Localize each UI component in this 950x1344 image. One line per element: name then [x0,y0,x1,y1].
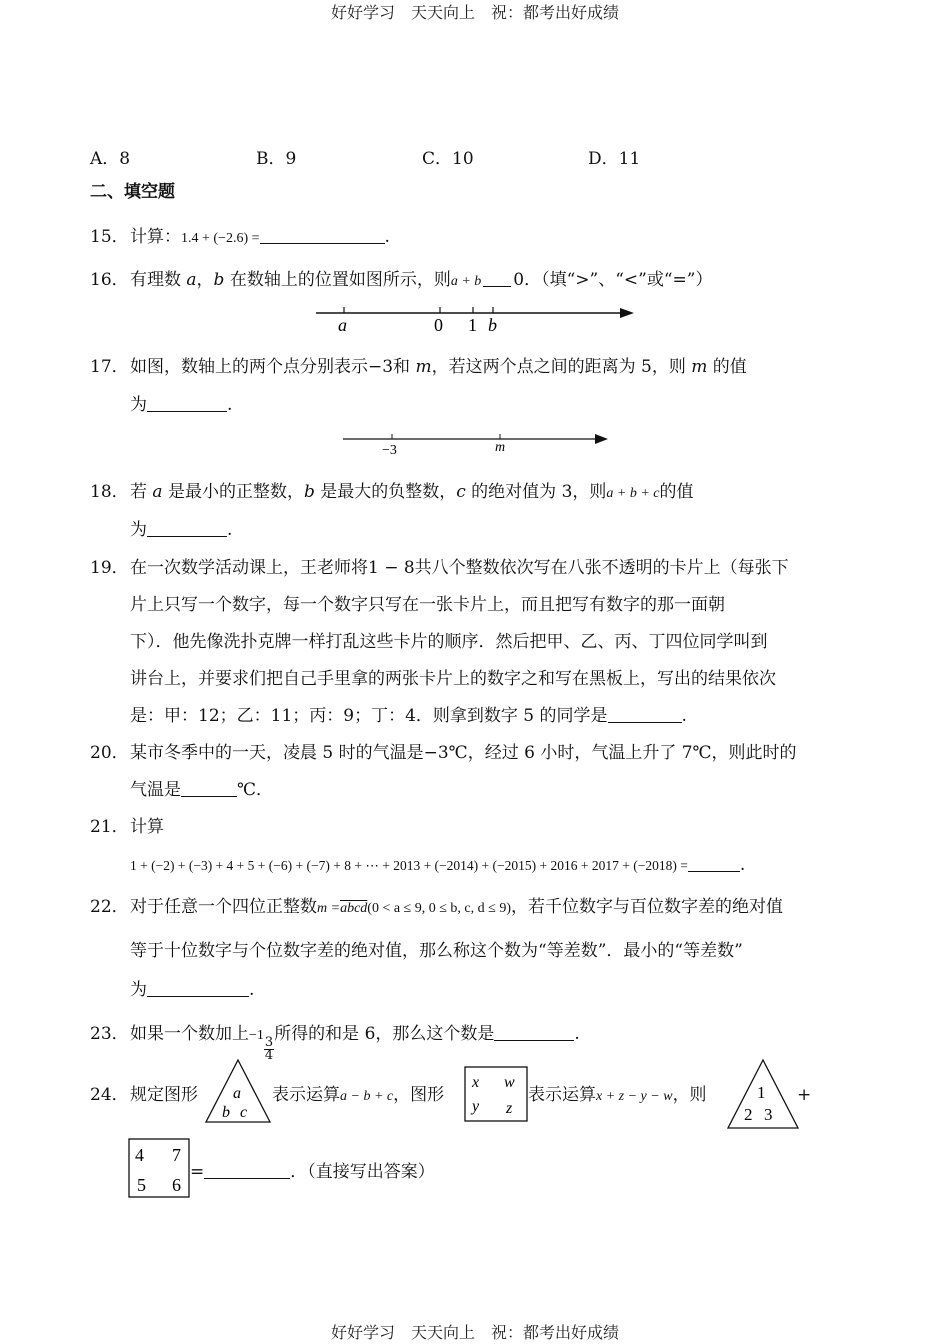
math-expression: a − b + c [340,1089,394,1104]
question-text: ℃． [237,780,274,800]
question-text: 表示运算 [272,1085,340,1105]
question-number: 19． [90,558,129,578]
question-number: 16． [90,270,129,290]
triangle-figure-abc [204,1058,272,1124]
question-text: ，则 [672,1085,707,1105]
variable-a: a [152,482,163,502]
question-text: 是最小的正整数， [162,482,304,502]
answer-blank [147,393,227,412]
option-a: A．8 [90,149,131,169]
punctuation: . [227,395,233,415]
math-expression: abcd [340,901,368,916]
question-number: 18． [90,482,129,502]
question-text: 计算： [130,227,181,247]
number-line-q16 [310,300,640,336]
math-expression: 1 + (−2) + (−3) + 4 + 5 + (−6) + (−7) + 8 + ⋯ + 2013 + (−2014) + (−2015) + 2016 + 2017 + (−2018) = [130,858,688,873]
question-number: 23． [90,1024,129,1044]
plus-sign: + [797,1085,812,1105]
math-expression: x + z − y − w [596,1089,673,1104]
question-text: 是最大的负整数， [314,482,457,502]
question-17-line2 [130,393,232,417]
answer-blank [260,225,385,244]
punctuation: ， [196,270,214,290]
punctuation: . [227,520,233,540]
question-21 [90,815,164,839]
fraction-denominator: 4 [264,1048,274,1063]
question-23 [90,1022,580,1062]
question-17 [90,355,747,379]
math-expression: a + b [450,274,482,289]
math-expression: m = [317,901,341,916]
question-text: 为 [130,395,147,415]
answer-blank [688,853,740,872]
variable-m: m [415,357,432,377]
answer-blank [181,778,237,797]
question-text: 0．（填“>”、“<”或“=”） [513,270,713,290]
square-figure-xwyz [464,1066,528,1122]
axis-label-neg3: −3 [382,443,397,458]
question-text: ，若千位数字与百位数字差的绝对值 [510,897,783,917]
option-d: D．11 [588,149,641,169]
question-text: ，若这两个点之间的距离为 5，则 [431,357,692,377]
triangle-top-value: a [233,1085,241,1102]
question-text: 的值 [707,357,747,377]
answer-blank [147,978,249,997]
question-15 [90,225,390,251]
question-number: 22． [90,897,129,917]
answer-blank [204,1160,290,1179]
question-text: 的绝对值为 3，则 [465,482,607,502]
variable-c: c [456,482,466,502]
triangle-right-value: c [240,1104,248,1121]
question-number: 15． [90,227,129,247]
question-text: 为 [130,980,147,1000]
question-text: 如图，数轴上的两个点分别表示−3和 [130,357,416,377]
question-19 [90,556,789,580]
question-text: 规定图形 [130,1085,198,1105]
axis-label-a: a [338,315,347,335]
equals-sign: = [190,1162,205,1182]
question-text: ，图形 [393,1085,445,1105]
question-22-line2: 等于十位数字与个位数字差的绝对值，那么称这个数为“等差数”．最小的“等差数” [130,941,743,961]
question-16 [90,268,713,294]
punctuation: . [384,227,390,247]
square-top-right-value: w [504,1074,515,1091]
question-text: 某市冬季中的一天，凌晨 5 时的气温是−3℃，经过 6 小时，气温上升了 7℃，则此时的 [130,743,797,763]
square-top-left-value: 4 [135,1145,144,1165]
option-b: B．9 [256,149,297,169]
square-top-left-value: x [472,1074,480,1091]
triangle-left-value: b [222,1104,230,1121]
punctuation: . [681,706,687,726]
section-title: 二、填空题 [90,182,175,202]
question-text: 对于任意一个四位正整数 [130,897,317,917]
question-text: 有理数 [130,270,187,290]
question-20-line2 [130,778,273,802]
question-number: 21． [90,817,129,837]
question-24-text2 [272,1083,444,1109]
triangle-top-value: 1 [757,1083,766,1102]
question-20 [90,741,797,765]
math-expression: (0 < a ≤ 9, 0 ≤ b, c, d ≤ 9) [367,901,511,916]
variable-b: b [303,482,315,502]
question-19-line5 [130,704,687,728]
square-figure-4756 [128,1138,190,1198]
question-19-line4: 讲台上，并要求们把自己手里拿的两张卡片上的数字之和写在黑板上，写出的结果依次 [130,669,776,689]
axis-label-zero: 0 [434,315,443,335]
axis-label-b: b [488,315,497,335]
question-number: 17． [90,357,129,377]
square-bottom-right-value: 6 [172,1175,181,1195]
question-text: 在数轴上的位置如图所示，则 [224,270,451,290]
triangle-figure-123 [726,1058,800,1130]
variable-b: b [213,270,225,290]
variable-a: a [186,270,197,290]
triangle-right-value: 3 [764,1105,773,1124]
page-header: 好好学习 天天向上 祝：都考出好成绩 [330,3,619,22]
question-text: 计算 [130,817,164,837]
question-22-line3 [130,978,254,1002]
square-bottom-left-value: y [472,1098,480,1115]
question-text: 表示运算 [528,1085,596,1105]
question-18 [90,480,694,506]
punctuation: . [739,855,746,875]
question-18-line2 [130,518,232,542]
answer-blank [494,1022,574,1041]
question-24-text4 [528,1083,707,1109]
triangle-left-value: 2 [744,1105,753,1124]
answer-blank [483,268,511,287]
option-c: C．10 [422,149,474,169]
math-expression: a + b + c [606,486,660,501]
question-number: 20． [90,743,129,763]
question-number: 24． [90,1085,129,1105]
question-text: 是：甲：12；乙：11；丙：9；丁：4．则拿到数字 5 的同学是 [130,706,608,726]
square-top-right-value: 7 [172,1145,181,1165]
number-line-q17 [338,428,614,458]
answer-blank [147,518,227,537]
math-expression: −1 [249,1028,264,1043]
variable-m: m [691,357,708,377]
square-bottom-right-value: z [506,1100,513,1117]
question-22 [90,895,783,921]
axis-label-one: 1 [468,315,477,335]
question-24-answer [190,1160,435,1184]
question-text: 如果一个数加上 [130,1024,249,1044]
question-text: 气温是 [130,780,181,800]
question-text: ．（直接写出答案） [290,1162,435,1182]
answer-blank [608,704,682,723]
question-text: 所得的和是 6，那么这个数是 [274,1024,495,1044]
math-expression: 1.4 + (−2.6) = [181,231,260,246]
punctuation: . [249,980,255,1000]
question-19-line3: 下）．他先像洗扑克牌一样打乱这些卡片的顺序．然后把甲、乙、丙、丁四位同学叫到 [130,632,768,652]
question-19-line2: 片上只写一个数字，每一个数字只写在一张卡片上，而且把写有数字的那一面朝 [130,595,725,615]
question-24-num [90,1083,198,1107]
punctuation: . [574,1024,580,1044]
question-text: 若 [130,482,153,502]
fraction-numerator: 3 [264,1035,274,1050]
square-bottom-left-value: 5 [137,1175,146,1195]
question-text: 在一次数学活动课上，王老师将1 − 8共八个整数依次写在八张不透明的卡片上（每张下 [130,558,789,578]
axis-label-m: m [495,440,506,455]
question-text: 的值 [659,482,694,502]
question-text: 为 [130,520,147,540]
page-footer: 好好学习 天天向上 祝：都考出好成绩 [330,1323,619,1342]
question-21-expression [130,853,745,878]
